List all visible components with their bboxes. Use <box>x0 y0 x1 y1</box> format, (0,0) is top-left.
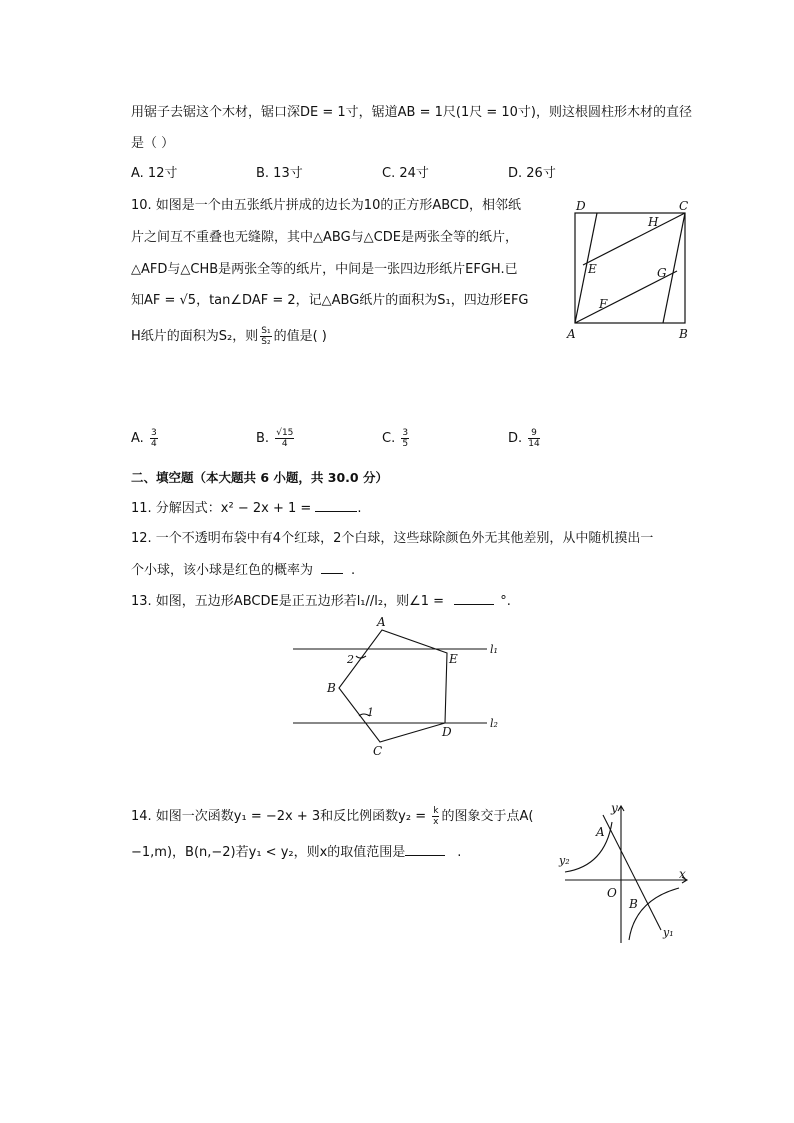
q14-text-c: −1,m)，B(n,−2)若y₁ < y₂，则x的取值范围是 <box>131 845 406 860</box>
q13-text: 13. 如图，五边形ABCDE是正五边形若l₁//l₂，则∠1 = <box>131 594 449 609</box>
q9-line2: 是（ ） <box>131 136 175 151</box>
q13-label-a: A <box>377 615 386 629</box>
q10-label-b: B <box>679 327 688 341</box>
q10-frac-denominator: S₂ <box>261 337 271 347</box>
q13-label-c: C <box>373 744 383 758</box>
q12-answer-blank[interactable] <box>321 561 343 574</box>
q10-frac-numerator: S₁ <box>261 326 271 336</box>
q10-option-a <box>131 428 160 449</box>
q14-label-x: x <box>679 867 686 881</box>
q10-option-c-fraction <box>401 428 409 449</box>
q10-label-h: H <box>648 215 659 229</box>
q10-option-d-num: 9 <box>528 428 539 439</box>
q10-option-d-den: 14 <box>528 439 540 449</box>
q13-label-l1: l₁ <box>490 643 498 656</box>
q14-frac-den: x <box>433 817 439 827</box>
q13-label-e: E <box>449 652 458 666</box>
q14-k-over-x <box>432 806 439 827</box>
q13-label-d: D <box>442 725 452 739</box>
q10-line5-text-b: 的值是( ) <box>273 329 327 344</box>
q10-label-d: D <box>576 199 586 213</box>
q12-line2 <box>131 561 355 580</box>
q10-option-b-fraction <box>275 428 294 449</box>
q12-line1: 12. 一个不透明布袋中有4个红球，2个白球，这些球除颜色外无其他差别，从中随机摸出一 <box>131 531 654 546</box>
q10-option-d <box>508 428 542 449</box>
q10-ratio-fraction <box>260 326 271 347</box>
q11-end: . <box>357 501 362 516</box>
q10-label-e: E <box>588 262 597 276</box>
q10-label-g: G <box>657 266 667 280</box>
q12-text: 个小球，该小球是红色的概率为 <box>131 563 314 578</box>
q10-line1: 10. 如图是一个由五张纸片拼成的边长为10的正方形ABCD，相邻纸 <box>131 198 522 213</box>
q9-line1: 用锯子去锯这个木材，锯口深DE = 1寸，锯道AB = 1尺(1尺 = 10寸)，则这根圆柱形木材的直径 <box>131 105 693 120</box>
q10-option-b-num: √15 <box>276 428 294 438</box>
q9-option-b: B. 13寸 <box>256 166 303 181</box>
q10-label-f: F <box>599 297 608 311</box>
q10-option-b <box>256 428 296 449</box>
q10-label-c: C <box>679 199 689 213</box>
q11-text: 11. 分解因式：x² − 2x + 1 = <box>131 501 316 516</box>
q10-option-c-label: C. <box>382 431 396 446</box>
q10-option-a-num: 3 <box>150 428 157 438</box>
segment-ec <box>583 213 685 265</box>
q13-label-angle-2: 2 <box>347 653 354 666</box>
q10-line3: △AFD与△CHB是两张全等的纸片，中间是一张四边形纸片EFGH.已 <box>131 262 518 277</box>
q14-text-b: 的图象交于点A( <box>441 809 534 824</box>
q14-end: . <box>457 845 462 860</box>
pentagon-abcde <box>339 630 447 742</box>
q10-option-c <box>382 428 411 449</box>
q10-label-a: A <box>567 327 576 341</box>
q10-option-b-label: B. <box>256 431 270 446</box>
q10-line5 <box>131 326 327 347</box>
q10-square-figure <box>565 198 695 343</box>
q13-answer-blank[interactable] <box>454 592 494 605</box>
q13-label-angle-1: 1 <box>367 706 374 719</box>
q10-option-a-label: A. <box>131 431 144 446</box>
section-heading-fill-in: 二、填空题（本大题共 6 小题，共 30.0 分） <box>131 470 388 485</box>
q10-option-c-den: 5 <box>402 439 409 449</box>
q14-label-a: A <box>596 825 605 839</box>
q13-pentagon-figure <box>290 612 510 762</box>
q14-line2 <box>131 843 461 862</box>
graph-y2-branch-left <box>565 822 612 872</box>
graph-y1 <box>603 815 661 930</box>
q14-label-b: B <box>629 897 638 911</box>
q9-option-c: C. 24寸 <box>382 166 429 181</box>
q13-label-b: B <box>327 681 336 695</box>
q11-answer-blank[interactable] <box>315 499 357 512</box>
q13-end: °. <box>500 594 511 609</box>
q9-option-d: D. 26寸 <box>508 166 556 181</box>
q14-label-y: y <box>611 801 618 815</box>
q9-option-a: A. 12寸 <box>131 166 178 181</box>
q10-option-a-fraction <box>150 428 158 449</box>
q10-option-c-num: 3 <box>402 428 409 438</box>
q13-label-l2: l₂ <box>490 717 498 730</box>
q11-line <box>131 499 362 518</box>
q13-line <box>131 592 511 611</box>
q14-label-y1: y₁ <box>663 926 674 939</box>
q10-line4: 知AF = √5，tan∠DAF = 2，记△ABG纸片的面积为S₁，四边形EFG <box>131 293 529 308</box>
q10-option-a-den: 4 <box>150 439 157 449</box>
q14-line1 <box>131 806 533 827</box>
q14-label-o: O <box>607 886 617 900</box>
q10-line5-text-a: H纸片的面积为S₂，则 <box>131 329 259 344</box>
q14-frac-num: k <box>433 806 439 816</box>
q10-option-d-fraction <box>528 428 539 449</box>
q10-line2: 片之间互不重叠也无缝隙，其中△ABG与△CDE是两张全等的纸片， <box>131 230 518 245</box>
q10-option-d-label: D. <box>508 431 523 446</box>
q12-end: . <box>351 563 356 578</box>
q14-text-a: 14. 如图一次函数y₁ = −2x + 3和反比例函数y₂ = <box>131 809 431 824</box>
q14-graph-figure <box>555 800 695 945</box>
angle-2-arc <box>356 656 366 658</box>
q14-answer-blank[interactable] <box>405 843 445 856</box>
q10-option-b-den: 4 <box>281 439 288 449</box>
q14-label-y2: y₂ <box>559 854 570 867</box>
